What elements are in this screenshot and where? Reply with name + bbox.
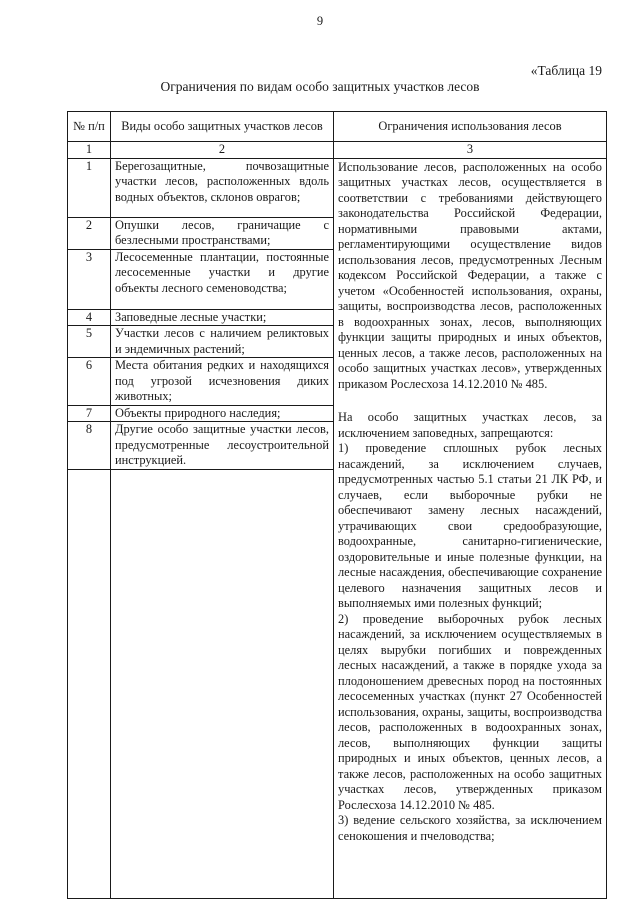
row-type: Берегозащитные, почвозащитные участки лесов, расположенных вдоль водных объектов, склонов оврагов;	[111, 158, 334, 217]
restrictions-item-1: 1) проведение сплошных рубок лесных насаждений, за исключением случаев, предусмотренных частью 5.1 статьи 21 ЛК РФ, и случаев, если выборочные рубки не обеспечивают замену лесных насаждений, утрачивающих свои средообразующие, водоохранные, санитарно-гигиенические, оздоровительные и иные полезные функции, на лесные насаждения, обеспечивающие сохранение целевого назначения защитных лесов и выполняемых ими полезных функций;	[338, 441, 602, 610]
row-type: Объекты природного наследия;	[111, 405, 334, 422]
header-row	[68, 112, 607, 142]
restrictions-item-2: 2) проведение выборочных рубок лесных насаждений, за исключением осуществляемых в целях вырубки погибших и поврежденных лесных насаждений, а также в порядке ухода за плодоношением древесных пород на постоянных лесосеменных участках (пункт 27 Особенностей использования, охраны, защиты, воспроизводства лесов, расположенных в водоохранных зонах, лесов, выполняющих функции защиты природных и иных объектов, ценных лесов, а также лесов, расположенных на особо защитных участках лесов, утвержденных приказом Рослесхоза 14.12.2010 № 485.	[338, 611, 602, 812]
row-type: Другие особо защитные участки лесов, предусмотренные лесоустроительной инструкцией.	[111, 422, 334, 470]
row-number: 5	[68, 326, 111, 358]
restrictions-cell	[334, 158, 607, 899]
paragraph-gap	[338, 392, 602, 410]
header-restrictions: Ограничения использования лесов	[334, 112, 607, 142]
restrictions-table	[67, 111, 607, 899]
empty-cell	[68, 469, 111, 899]
table-row	[68, 158, 607, 217]
restrictions-general: Использование лесов, расположенных на особо защитных участках лесов, осуществляется в соответствии с требованиями действующего законодательства Российской Федерации, нормативными правовыми актами, регламентирующими осуществление видов использования лесов, предусмотренных Лесным кодексом Российской Федерации, а также с учетом «Особенностей использования, охраны, защиты, воспроизводства лесов, расположенных в водоохранных зонах, лесов, выполняющих функции защиты природных и иных объектов, ценных лесов, а также лесов, расположенных на особо защитных участках лесов», утвержденных приказом Рослесхоза 14.12.2010 № 485.	[338, 159, 602, 391]
header-num: № п/п	[68, 112, 111, 142]
row-type: Участки лесов с наличием реликтовых и эндемичных растений;	[111, 326, 334, 358]
row-type: Лесосеменные плантации, постоянные лесосеменные участки и другие объекты лесного семеноводства;	[111, 249, 334, 309]
row-type: Заповедные лесные участки;	[111, 309, 334, 326]
column-number-1: 1	[68, 142, 111, 159]
row-number: 3	[68, 249, 111, 309]
document-title: Ограничения по видам особо защитных участков лесов	[160, 79, 480, 94]
page-number: 9	[316, 14, 324, 28]
row-type: Места обитания редких и находящихся под угрозой исчезновения диких животных;	[111, 358, 334, 406]
column-number-3: 3	[334, 142, 607, 159]
row-number: 8	[68, 422, 111, 470]
header-types: Виды особо защитных участков лесов	[111, 112, 334, 142]
column-number-row	[68, 142, 607, 159]
row-number: 2	[68, 217, 111, 249]
empty-cell	[111, 469, 334, 899]
column-number-2: 2	[111, 142, 334, 159]
row-number: 4	[68, 309, 111, 326]
restrictions-item-3: 3) ведение сельского хозяйства, за исключением сенокошения и пчеловодства;	[338, 813, 602, 843]
row-number: 1	[68, 158, 111, 217]
restrictions-prohibited-intro: На особо защитных участках лесов, за исключением заповедных, запрещаются:	[338, 410, 602, 440]
table-label: «Таблица 19	[530, 63, 602, 78]
row-type: Опушки лесов, граничащие с безлесными пространствами;	[111, 217, 334, 249]
row-number: 6	[68, 358, 111, 406]
row-number: 7	[68, 405, 111, 422]
